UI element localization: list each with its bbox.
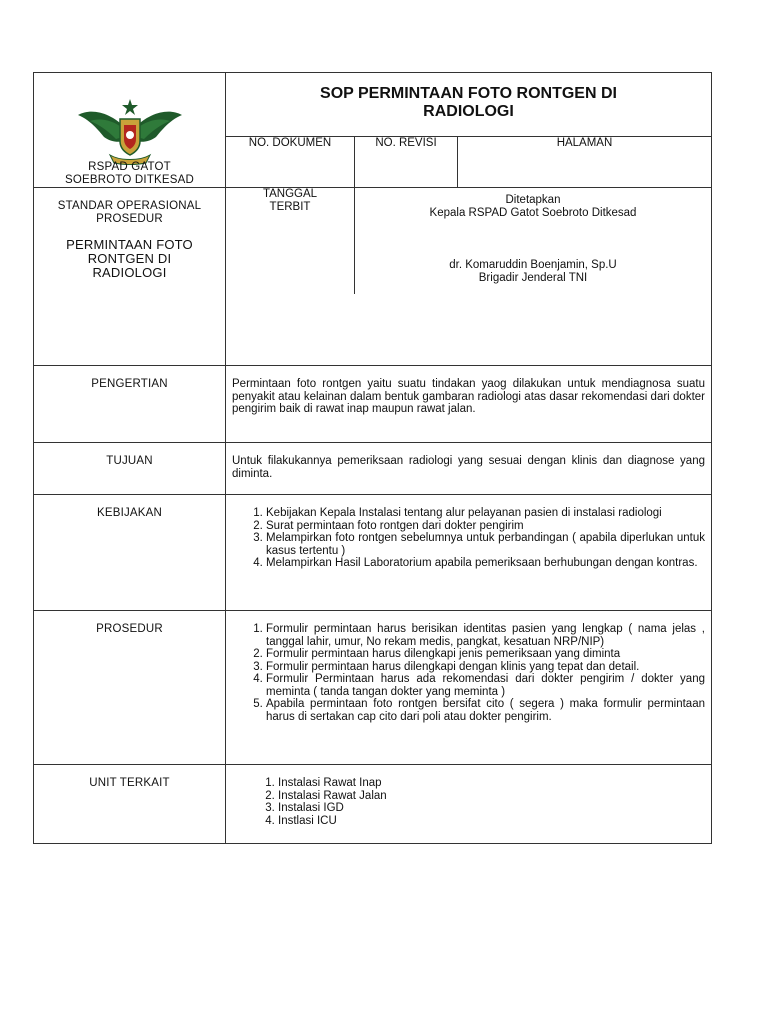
header-left-cell xyxy=(34,73,226,365)
tujuan-row xyxy=(34,443,711,495)
sop-label xyxy=(34,200,225,226)
list-item: 3. Melampirkan foto rontgen sebelumnya untuk perbandingan ( apabila diperlukan untuk kasus tertentu ) xyxy=(266,532,705,557)
sop-label-line1: STANDAR OPERASIONAL xyxy=(57,200,202,212)
pengertian-row xyxy=(34,366,711,443)
list-item: 3. Instalasi IGD xyxy=(278,802,705,815)
signer-name: dr. Komaruddin Boenjamin, Sp.U xyxy=(449,259,617,271)
list-item: 2. Surat permintaan foto rontgen dari dokter pengirim xyxy=(266,520,705,533)
list-item: 5. Apabila permintaan foto rontgen bersifat cito ( segera ) maka formulir permintaan harus di sertakan cap cito dari poli atau dokter pengirim. xyxy=(266,698,705,723)
pengertian-text: Permintaan foto rontgen yaitu suatu tindakan yaog dilakukan untuk mendiagnosa suatu penyakit atau kelainan dalam bentuk gambaran radiologi atas dasar rekomendasi dari dokter pengirim baik di rawat inap maupun rawat jalan. xyxy=(232,378,705,415)
header-right-cell xyxy=(226,73,711,365)
unit-terkait-content xyxy=(226,765,711,843)
document-title-line1: SOP PERMINTAAN FOTO RONTGEN DI xyxy=(320,85,617,102)
sop-topic xyxy=(34,238,225,280)
rspad-emblem-icon xyxy=(74,93,186,165)
signer-rank: Brigadir Jenderal TNI xyxy=(478,272,588,284)
no-dokumen-label: NO. DOKUMEN xyxy=(248,137,332,149)
halaman-label: HALAMAN xyxy=(556,137,613,149)
hospital-name-line2: SOEBROTO DITKESAD xyxy=(64,174,195,186)
sop-label-line2: PROSEDUR xyxy=(96,213,163,225)
no-revisi-label: NO. REVISI xyxy=(375,137,437,149)
list-item: 4. Melampirkan Hasil Laboratorium apabila pemeriksaan berhubungan dengan kontras. xyxy=(266,557,705,570)
pengertian-content xyxy=(226,366,711,442)
tujuan-content xyxy=(226,443,711,494)
sop-document xyxy=(33,72,712,844)
header-left-divider xyxy=(34,187,225,188)
pengertian-label: PENGERTIAN xyxy=(34,366,226,442)
sop-topic-line3: RADIOLOGI xyxy=(92,265,167,280)
hospital-name-line1: RSPAD GATOT xyxy=(88,161,171,173)
kebijakan-label: KEBIJAKAN xyxy=(34,495,226,610)
list-item: 1. Instalasi Rawat Inap xyxy=(278,777,705,790)
prosedur-label: PROSEDUR xyxy=(34,611,226,764)
tujuan-label: TUJUAN xyxy=(34,443,226,494)
document-title-line2: RADIOLOGI xyxy=(423,103,514,120)
list-item: 4. Instlasi ICU xyxy=(278,815,705,828)
list-item: 1. Formulir permintaan harus berisikan identitas pasien yang lengkap ( nama jelas , tanggal lahir, umur, No rekam medis, pangkat, kesatuan NRP/NIP) xyxy=(266,623,705,648)
prosedur-content xyxy=(226,611,711,764)
ditetapkan-block xyxy=(355,194,711,220)
list-item: 4. Formulir Permintaan harus ada rekomendasi dari dokter pengirim / dokter yang meminta ( tanda tangan dokter yang meminta ) xyxy=(266,673,705,698)
tanggal-terbit-line1: TANGGAL xyxy=(262,188,318,200)
hospital-name xyxy=(34,161,225,187)
kebijakan-content xyxy=(226,495,711,610)
sop-topic-line2: RONTGEN DI xyxy=(87,251,172,266)
ditetapkan-line1: Ditetapkan xyxy=(505,194,561,206)
sop-topic-line1: PERMINTAAN FOTO xyxy=(66,237,193,252)
tujuan-text: Untuk filakukannya pemeriksaan radiologi yang sesuai dengan klinis dan diagnose yang diminta. xyxy=(232,455,705,480)
prosedur-row xyxy=(34,611,711,765)
ditetapkan-line2: Kepala RSPAD Gatot Soebroto Ditkesad xyxy=(429,207,637,219)
unit-terkait-label: UNIT TERKAIT xyxy=(34,765,226,843)
unit-terkait-row xyxy=(34,765,711,843)
tanggal-terbit-line2: TERBIT xyxy=(269,201,311,213)
document-title xyxy=(226,85,711,121)
rspad-emblem-graphic xyxy=(74,93,186,165)
kebijakan-row xyxy=(34,495,711,611)
tanggal-terbit-label xyxy=(226,188,354,214)
prosedur-list xyxy=(226,623,711,723)
unit-terkait-list xyxy=(226,777,711,827)
header-row xyxy=(34,73,711,366)
list-item: 2. Formulir permintaan harus dilengkapi jenis pemeriksaan yang diminta xyxy=(266,648,705,661)
list-item: 3. Formulir permintaan harus dilengkapi dengan klinis yang tepat dan detail. xyxy=(266,661,705,674)
signer-block xyxy=(355,259,711,285)
list-item: 2. Instalasi Rawat Jalan xyxy=(278,790,705,803)
list-item: 1. Kebijakan Kepala Instalasi tentang alur pelayanan pasien di instalasi radiologi xyxy=(266,507,705,520)
kebijakan-list xyxy=(226,507,711,570)
